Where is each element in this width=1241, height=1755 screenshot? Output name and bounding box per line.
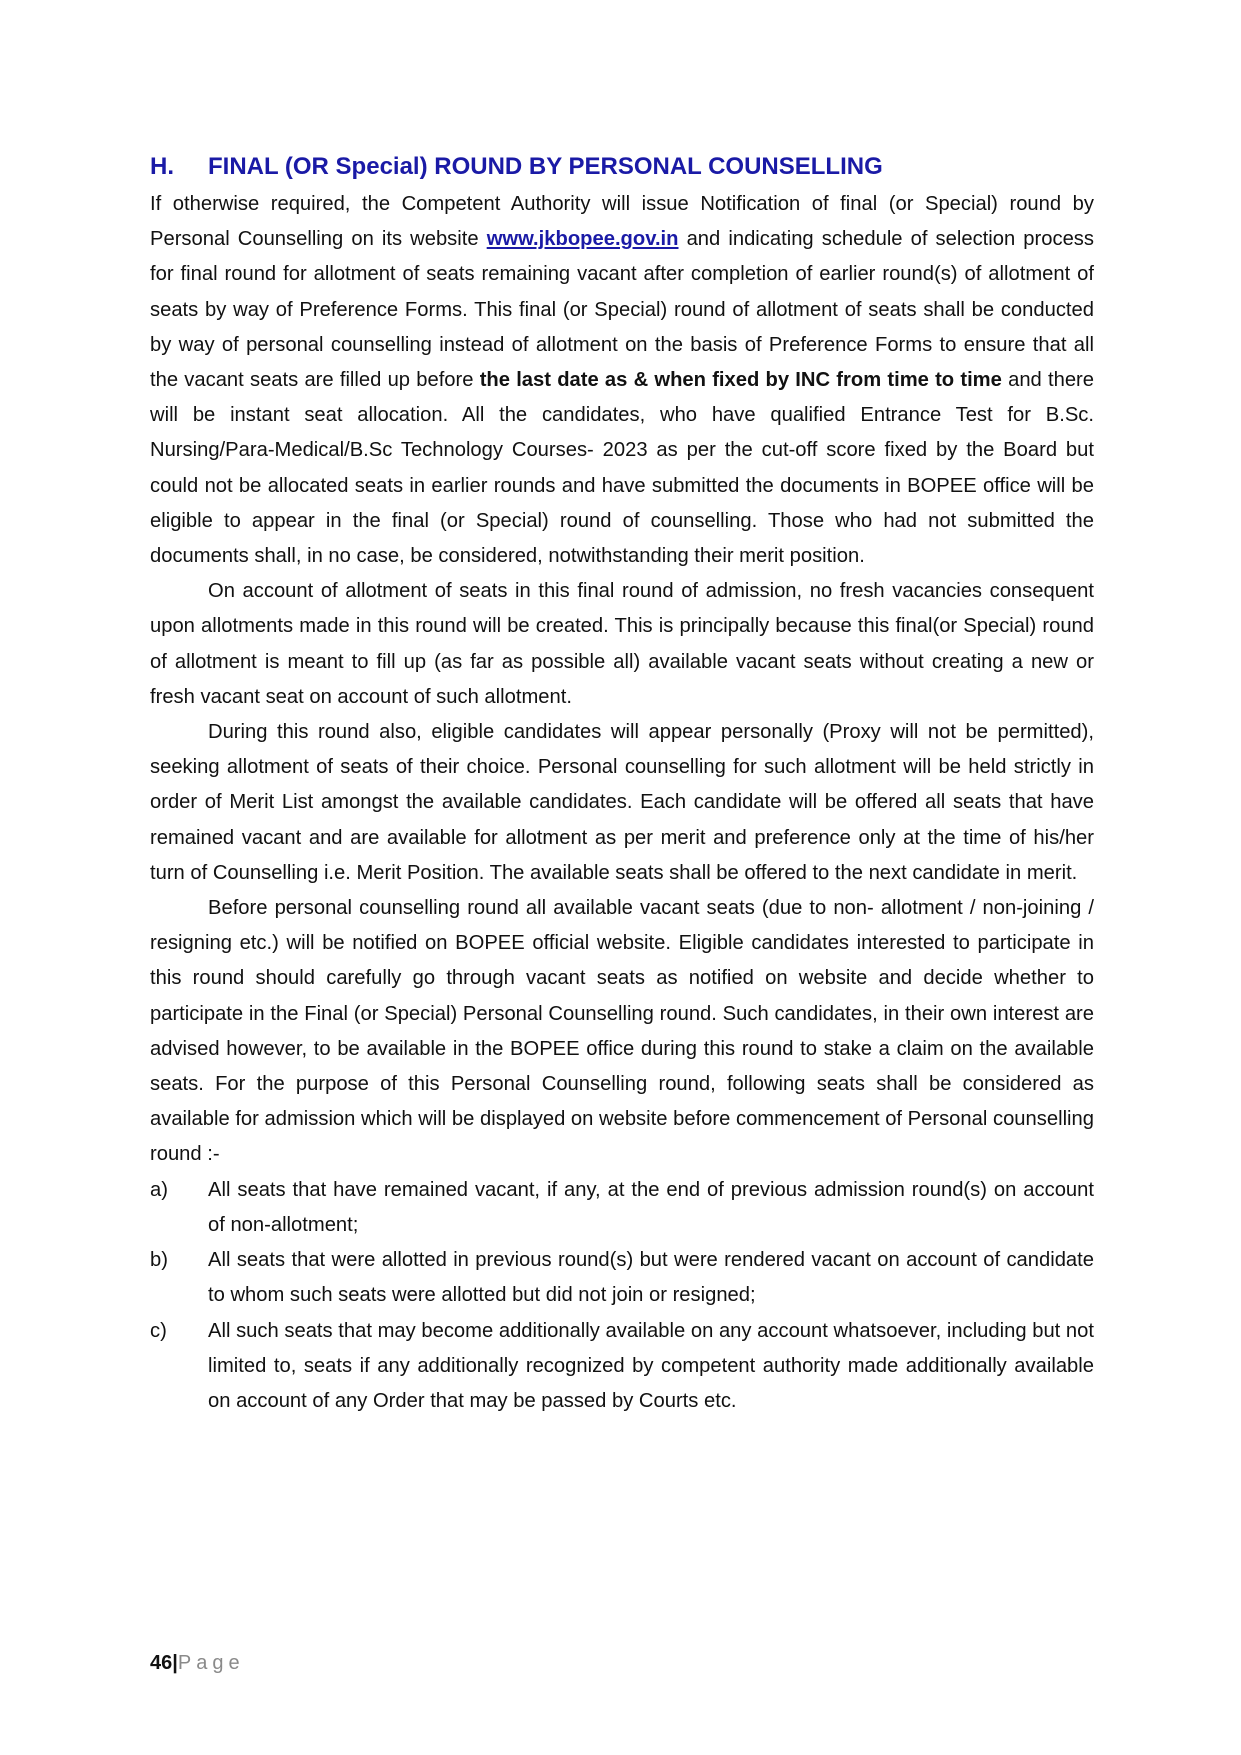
- list-item: [150, 1314, 1094, 1420]
- list-item-text: All seats that have remained vacant, if any, at the end of previous admission round(s) on account of non-allotment;: [208, 1178, 1094, 1236]
- website-link[interactable]: www.jkbopee.gov.in: [486, 228, 679, 251]
- paragraph-text: and indicating schedule of selection process for final round for allotment of seats remaining vacant after completion of earlier round(s) of allotment of seats by way of Preference Forms. This final (or Special) round of allotment of seats shall be conducted by way of personal counselling instead of allotment on the basis of Preference Forms to ensure that all the vacant seats are filled up before: [150, 228, 1094, 392]
- list-item-text: All such seats that may become additionally available on any account whatsoever, including but not limited to, seats if any additionally recognized by competent authority made additionally available on account of any Order that may be passed by Courts etc.: [208, 1319, 1094, 1412]
- bold-deadline-text: the last date as & when fixed by INC from time to time: [479, 369, 1002, 392]
- paragraph-eligibility: [150, 187, 1094, 574]
- document-page: [150, 147, 1094, 1419]
- list-marker: b): [150, 1249, 168, 1272]
- section-heading: [150, 147, 1094, 187]
- list-marker: c): [150, 1319, 167, 1342]
- list-item: [150, 1243, 1094, 1313]
- paragraph-text: and there will be instant seat allocation. All the candidates, who have qualified Entrance Test for B.Sc. Nursing/Para-Medical/B.Sc Technology Courses- 2023 as per the cut-off score fixed by the Board but could not be allocated seats in earlier rounds and have submitted the documents in BOPEE office will be eligible to appear in the final (or Special) round of counselling. Those who had not submitted the documents shall, in no case, be considered, notwithstanding their merit position.: [150, 369, 1095, 568]
- page-label: Page: [177, 1652, 245, 1674]
- paragraph-no-fresh-vacancies: On account of allotment of seats in this final round of admission, no fresh vacancies consequent upon allotments made in this round will be created. This is principally because this final(or Special) round of allotment is meant to fill up (as far as possible all) available vacant seats without creating a new or fresh vacant seat on account of such allotment.: [150, 580, 1094, 708]
- section-title: FINAL (OR Special) ROUND BY PERSONAL COUNSELLING: [208, 153, 883, 180]
- list-item: [150, 1173, 1094, 1243]
- list-marker: a): [150, 1178, 168, 1201]
- paragraph-text: If otherwise required, the Competent Authority will issue Notification of final (or Special) round by Personal Counselling on its website: [150, 193, 1094, 251]
- page-number: 46: [150, 1652, 173, 1674]
- paragraph-personal-appearance: During this round also, eligible candidates will appear personally (Proxy will not be permitted), seeking allotment of seats of their choice. Personal counselling for such allotment will be held strictly in order of Merit List amongst the available candidates. Each candidate will be offered all seats that have remained vacant and are available for allotment as per merit and preference only at the time of his/her turn of Counselling i.e. Merit Position. The available seats shall be offered to the next candidate in merit.: [150, 721, 1094, 884]
- paragraph-vacant-seats-notice: Before personal counselling round all available vacant seats (due to non- allotment / non-joining / resigning etc.) will be notified on BOPEE official website. Eligible candidates interested to participate in this round should carefully go through vacant seats as notified on website and decide whether to participate in the Final (or Special) Personal Counselling round. Such candidates, in their own interest are advised however, to be available in the BOPEE office during this round to stake a claim on the available seats. For the purpose of this Personal Counselling round, following seats shall be considered as available for admission which will be displayed on website before commencement of Personal counselling round :-: [150, 897, 1094, 1166]
- footer-separator: |: [172, 1652, 178, 1674]
- section-number: H.: [150, 153, 174, 180]
- available-seats-list: [150, 1173, 1094, 1419]
- page-footer: [150, 1648, 245, 1678]
- list-item-text: All seats that were allotted in previous round(s) but were rendered vacant on account of candidate to whom such seats were allotted but did not join or resigned;: [208, 1249, 1094, 1307]
